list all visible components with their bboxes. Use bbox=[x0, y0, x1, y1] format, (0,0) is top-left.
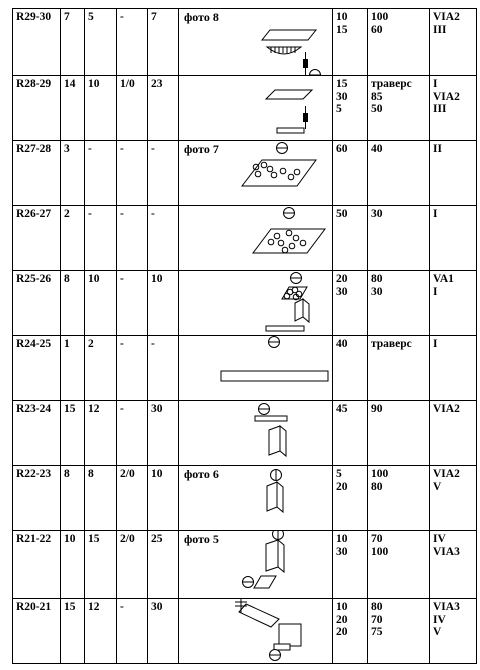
col-length-cell: 10 bbox=[61, 531, 85, 599]
scheme-cell bbox=[179, 141, 333, 206]
col-length-part-cell bbox=[333, 9, 368, 76]
col-length-cell: 1 bbox=[61, 336, 85, 401]
col-hooks-cell: - bbox=[117, 336, 148, 401]
scheme-cell bbox=[179, 206, 333, 271]
col-steepness-value: 100 bbox=[371, 468, 389, 480]
col-pitons-cell: 7 bbox=[148, 9, 179, 76]
col-pitons-cell: 30 bbox=[148, 401, 179, 466]
col-steepness-value: 75 bbox=[371, 626, 383, 638]
col-angle-cell: 5 bbox=[85, 9, 117, 76]
col-category-cell bbox=[430, 336, 477, 401]
col-hooks-cell: 1/0 bbox=[117, 76, 148, 141]
col-pitons-cell: - bbox=[148, 336, 179, 401]
col-pitons-cell: 25 bbox=[148, 531, 179, 599]
col-length-part-cell bbox=[333, 76, 368, 141]
pitch-id-cell: R23-24 bbox=[13, 401, 61, 466]
col-length-part-value: 30 bbox=[336, 545, 348, 558]
col-length-cell: 8 bbox=[61, 271, 85, 336]
col-steepness-value: 80 bbox=[371, 601, 383, 613]
col-steepness-cell bbox=[368, 206, 430, 271]
table-row bbox=[13, 599, 477, 664]
col-length-part-cell bbox=[333, 336, 368, 401]
slab-icon bbox=[239, 604, 279, 627]
col-steepness-value: 80 bbox=[371, 273, 383, 285]
pitch-id-cell: R24-25 bbox=[13, 336, 61, 401]
col-steepness-cell bbox=[368, 401, 430, 466]
hold-slab-icon bbox=[253, 229, 325, 253]
corner-icon bbox=[266, 540, 278, 571]
pitch-id-cell: R21-22 bbox=[13, 531, 61, 599]
table-row bbox=[13, 531, 477, 599]
col-category-value: VIA2 bbox=[433, 90, 460, 103]
scheme-cell bbox=[179, 76, 333, 141]
col-steepness-value: 85 bbox=[371, 90, 383, 103]
col-category-value: I bbox=[433, 208, 438, 220]
scheme-cell bbox=[179, 599, 333, 664]
col-hooks-cell: - bbox=[117, 206, 148, 271]
col-hooks-cell: - bbox=[117, 401, 148, 466]
col-steepness-value: траверс bbox=[371, 78, 412, 90]
table-row bbox=[13, 401, 477, 466]
col-category-value: V bbox=[433, 480, 442, 493]
col-pitons-cell: 30 bbox=[148, 599, 179, 664]
col-angle-cell: 12 bbox=[85, 599, 117, 664]
col-pitons-cell: - bbox=[148, 206, 179, 271]
col-category-value: I bbox=[433, 285, 438, 298]
col-hooks-cell: - bbox=[117, 9, 148, 76]
col-steepness-cell bbox=[368, 76, 430, 141]
ledge-icon bbox=[266, 326, 304, 331]
col-angle-cell: 10 bbox=[85, 76, 117, 141]
col-length-part-cell bbox=[333, 466, 368, 531]
pitch-id-cell: R26-27 bbox=[13, 206, 61, 271]
col-category-value: IV bbox=[433, 533, 446, 545]
col-steepness-cell bbox=[368, 599, 430, 664]
col-steepness-cell bbox=[368, 271, 430, 336]
col-hooks-cell: 2/0 bbox=[117, 466, 148, 531]
col-length-part-value: 30 bbox=[336, 285, 348, 298]
col-hooks-cell: - bbox=[117, 271, 148, 336]
col-pitons-cell: 10 bbox=[148, 466, 179, 531]
col-length-part-value: 5 bbox=[336, 103, 342, 115]
col-length-part-value: 15 bbox=[336, 23, 348, 36]
corner-icon bbox=[295, 299, 303, 321]
col-steepness-value: 80 bbox=[371, 480, 383, 493]
col-length-part-value: 20 bbox=[336, 480, 348, 493]
corner-icon-side bbox=[277, 482, 283, 512]
col-length-cell: 7 bbox=[61, 9, 85, 76]
pitch-id-cell: R22-23 bbox=[13, 466, 61, 531]
col-hooks-cell: 2/0 bbox=[117, 531, 148, 599]
col-steepness-value: 30 bbox=[371, 208, 383, 220]
col-steepness-value: 40 bbox=[371, 143, 383, 155]
pitch-id-cell: R29-30 bbox=[13, 9, 61, 76]
col-category-value: III bbox=[433, 23, 447, 36]
col-steepness-value: 70 bbox=[371, 613, 383, 626]
col-steepness-value: 30 bbox=[371, 285, 383, 298]
col-category-cell bbox=[430, 401, 477, 466]
col-hooks-cell: - bbox=[117, 599, 148, 664]
col-length-cell: 15 bbox=[61, 599, 85, 664]
route-sketch bbox=[179, 206, 332, 270]
col-category-cell bbox=[430, 466, 477, 531]
col-angle-cell: 10 bbox=[85, 271, 117, 336]
col-category-cell bbox=[430, 531, 477, 599]
route-sketch bbox=[179, 599, 332, 663]
col-length-part-cell bbox=[333, 141, 368, 206]
pitch-id-cell: R27-28 bbox=[13, 141, 61, 206]
col-length-part-cell bbox=[333, 271, 368, 336]
scheme-cell bbox=[179, 271, 333, 336]
roof-icon bbox=[267, 47, 301, 54]
col-length-part-value: 40 bbox=[336, 338, 348, 350]
pitch-id-cell: R20-21 bbox=[13, 599, 61, 664]
table-row bbox=[13, 466, 477, 531]
col-category-value: VA1 bbox=[433, 273, 454, 285]
col-steepness-cell bbox=[368, 466, 430, 531]
corner-icon bbox=[267, 482, 277, 511]
col-length-part-value: 5 bbox=[336, 468, 342, 480]
col-steepness-cell bbox=[368, 531, 430, 599]
col-steepness-value: 90 bbox=[371, 403, 383, 415]
slab-icon bbox=[266, 90, 312, 99]
col-category-cell bbox=[430, 141, 477, 206]
table-row bbox=[13, 141, 477, 206]
ledge-icon bbox=[274, 644, 290, 650]
col-steepness-value: траверс bbox=[371, 338, 412, 350]
col-category-cell bbox=[430, 206, 477, 271]
col-length-part-value: 20 bbox=[336, 626, 348, 638]
ledge-icon bbox=[277, 128, 304, 133]
col-category-cell bbox=[430, 76, 477, 141]
col-length-part-cell bbox=[333, 599, 368, 664]
ledge-icon bbox=[255, 416, 287, 421]
col-steepness-cell bbox=[368, 141, 430, 206]
col-category-value: V bbox=[433, 626, 442, 638]
corner-icon-side bbox=[280, 426, 286, 456]
photo-label: фото 6 bbox=[184, 467, 219, 481]
col-category-value: III bbox=[433, 103, 447, 115]
scheme-cell bbox=[179, 401, 333, 466]
col-category-cell bbox=[430, 9, 477, 76]
piton-icon bbox=[310, 70, 321, 76]
col-steepness-value: 60 bbox=[371, 23, 383, 36]
route-sketch bbox=[179, 76, 332, 140]
col-length-part-value: 10 bbox=[336, 533, 348, 545]
col-length-part-value: 20 bbox=[336, 273, 348, 285]
col-steepness-value: 100 bbox=[371, 545, 389, 558]
col-length-part-cell bbox=[333, 401, 368, 466]
col-length-cell: 2 bbox=[61, 206, 85, 271]
pitch-id-cell: R25-26 bbox=[13, 271, 61, 336]
col-length-part-value: 15 bbox=[336, 78, 348, 90]
col-category-cell bbox=[430, 599, 477, 664]
scheme-cell bbox=[179, 466, 333, 531]
col-length-part-value: 20 bbox=[336, 613, 348, 626]
col-length-part-value: 10 bbox=[336, 11, 348, 23]
photo-label: фото 7 bbox=[184, 142, 219, 156]
col-pitons-cell: 10 bbox=[148, 271, 179, 336]
route-sketch bbox=[179, 271, 332, 335]
col-category-value: IV bbox=[433, 613, 446, 626]
col-steepness-value: 70 bbox=[371, 533, 383, 545]
col-category-cell bbox=[430, 271, 477, 336]
col-steepness-value: 100 bbox=[371, 11, 389, 23]
col-length-part-cell bbox=[333, 206, 368, 271]
col-category-value: VIA2 bbox=[433, 11, 460, 23]
table-row bbox=[13, 206, 477, 271]
col-steepness-value: 50 bbox=[371, 103, 383, 115]
route-description-table bbox=[12, 8, 477, 664]
col-length-part-cell bbox=[333, 531, 368, 599]
pitch-id-cell: R28-29 bbox=[13, 76, 61, 141]
hold-slab-icon bbox=[242, 160, 316, 186]
block-icon bbox=[279, 624, 301, 646]
col-category-value: I bbox=[433, 338, 438, 350]
col-category-value: VIA2 bbox=[433, 468, 460, 480]
photo-label: фото 8 bbox=[184, 10, 219, 24]
col-category-value: VIA3 bbox=[433, 601, 460, 613]
col-length-part-value: 45 bbox=[336, 403, 348, 415]
slab-icon bbox=[254, 576, 276, 588]
col-length-part-value: 10 bbox=[336, 601, 348, 613]
table-row bbox=[13, 9, 477, 76]
table-row bbox=[13, 76, 477, 141]
col-steepness-cell bbox=[368, 9, 430, 76]
corner-icon bbox=[269, 426, 280, 455]
slab-icon bbox=[262, 30, 316, 40]
col-angle-cell: 8 bbox=[85, 466, 117, 531]
col-length-part-value: 50 bbox=[336, 208, 348, 220]
col-angle-cell: - bbox=[85, 206, 117, 271]
table-row bbox=[13, 271, 477, 336]
col-length-cell: 8 bbox=[61, 466, 85, 531]
col-category-value: II bbox=[433, 143, 442, 155]
scheme-cell bbox=[179, 9, 333, 76]
col-angle-cell: - bbox=[85, 141, 117, 206]
col-length-cell: 15 bbox=[61, 401, 85, 466]
col-pitons-cell: - bbox=[148, 141, 179, 206]
route-sketch bbox=[179, 336, 332, 400]
table-body bbox=[13, 9, 477, 664]
photo-label: фото 5 bbox=[184, 532, 219, 546]
col-steepness-cell bbox=[368, 336, 430, 401]
col-pitons-cell: 23 bbox=[148, 76, 179, 141]
table-row bbox=[13, 336, 477, 401]
col-length-cell: 3 bbox=[61, 141, 85, 206]
col-length-cell: 14 bbox=[61, 76, 85, 141]
traverse-ledge-icon bbox=[221, 371, 328, 381]
col-category-value: VIA3 bbox=[433, 545, 460, 558]
col-hooks-cell: - bbox=[117, 141, 148, 206]
route-sketch bbox=[179, 401, 332, 465]
corner-icon-side bbox=[303, 299, 309, 322]
col-category-value: VIA2 bbox=[433, 403, 460, 415]
col-angle-cell: 15 bbox=[85, 531, 117, 599]
col-length-part-value: 60 bbox=[336, 143, 348, 155]
scheme-cell bbox=[179, 336, 333, 401]
scheme-cell bbox=[179, 531, 333, 599]
col-angle-cell: 12 bbox=[85, 401, 117, 466]
col-angle-cell: 2 bbox=[85, 336, 117, 401]
corner-icon-side bbox=[278, 540, 284, 572]
col-length-part-value: 30 bbox=[336, 90, 348, 103]
col-category-value: I bbox=[433, 78, 438, 90]
